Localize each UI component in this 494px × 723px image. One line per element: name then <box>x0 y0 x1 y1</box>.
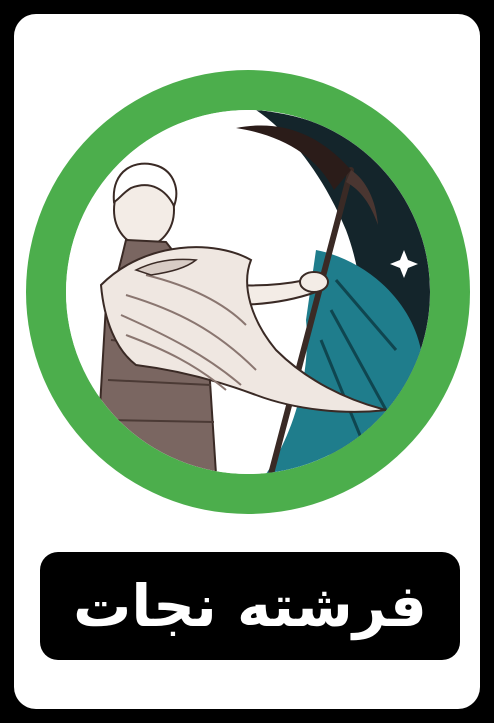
card-name-banner <box>40 552 460 660</box>
card-title: فرشته نجات <box>73 572 427 640</box>
character-portrait <box>66 110 430 474</box>
angel-illustration <box>66 110 430 474</box>
